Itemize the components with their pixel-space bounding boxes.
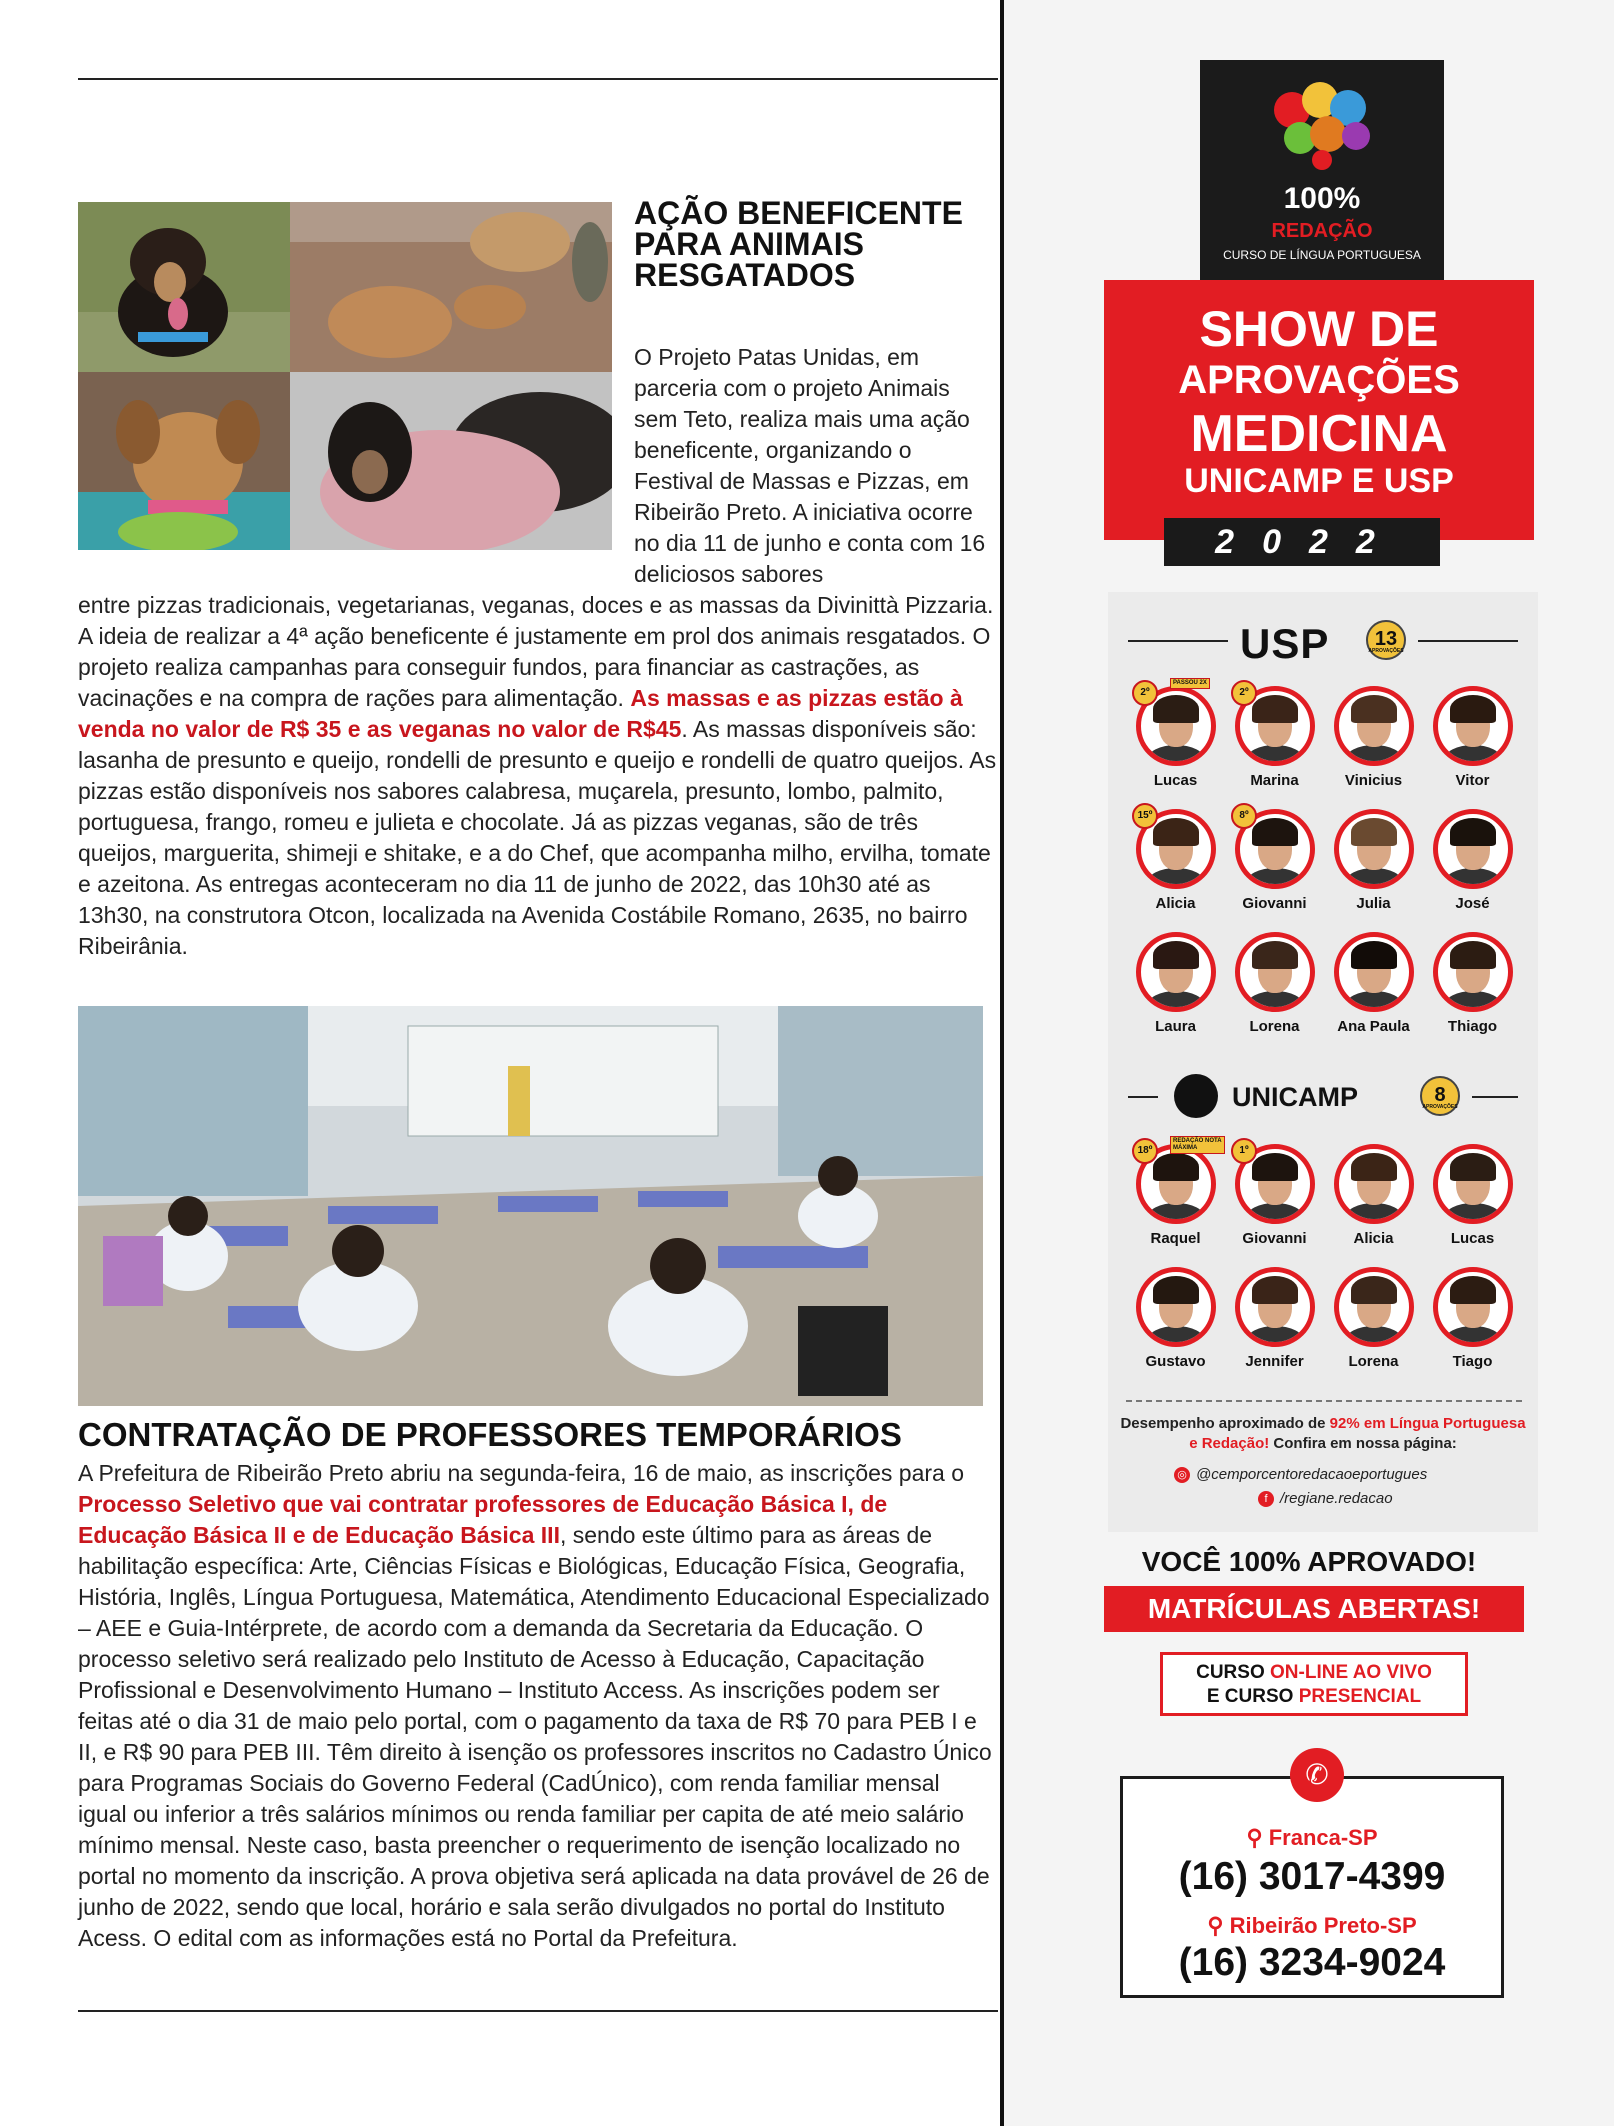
student-name: Gustavo [1145, 1353, 1206, 1370]
student-photo [1334, 932, 1414, 1012]
article-1-body-side: O Projeto Patas Unidas, em parceria com o projeto Animais sem Teto, realiza mais uma ação beneficente, organizando o Festival de Massas e Pizzas, em Ribeirão Preto. A iniciativa ocorre no dia 11 de junho e conta com 16 deliciosos sabores [634, 344, 986, 587]
student-name: Ana Paula [1337, 1018, 1410, 1035]
student-name: José [1455, 895, 1490, 912]
contact-box [1120, 1776, 1504, 1998]
phone-ribeirao[interactable]: (16) 3234-9024 [1178, 1941, 1446, 1984]
student-name: Tiago [1452, 1353, 1493, 1370]
student-name: Thiago [1447, 1018, 1498, 1035]
student-photo [1433, 1144, 1513, 1224]
approvals-panel [1108, 592, 1538, 1532]
student-name: Alicia [1353, 1230, 1394, 1247]
classroom-photo [78, 1006, 983, 1406]
phone-franca[interactable]: (16) 3017-4399 [1178, 1855, 1446, 1898]
approved-student [1126, 809, 1225, 932]
article-2-title: CONTRATAÇÃO DE PROFESSORES TEMPORÁRIOS [78, 1416, 902, 1453]
instagram-handle[interactable]: ◎ @cemporcentoredacaoeportugues [1174, 1466, 1514, 1483]
student-name: Marina [1250, 772, 1299, 789]
rank-badge: 2º [1132, 680, 1158, 706]
usp-approved-grid [1126, 680, 1522, 1055]
article-1-body-part1: entre pizzas tradicionais, vegetarianas, veganas, doces e as massas da Divinittà Pizzaria. A ideia de realizar a 4ª ação beneficente é justamente em prol dos animais resgatados. O projeto realiza campanhas para conseguir fundos, para financiar as castrações, as vacinações e na compra de rações para alimentação. [78, 592, 994, 711]
approved-student [1423, 932, 1522, 1055]
approved-student [1225, 1144, 1324, 1267]
approved-student [1423, 1267, 1522, 1390]
usp-label: USP [1240, 620, 1330, 667]
article-1-body-part2: . As massas disponíveis são: lasanha de presunto e queijo, rondelli de presunto e queijo e rondelli de quatro queijos. As pizzas estão disponíveis nos sabores calabresa, muçarela, presunto, lombo, palmito, portuguesa, frango, romeu e julieta e chocolate. Já as pizzas veganas, são de três queijos, marguerita, shimeji e shitake, e a do Chef, que acompanha milho, ervilha, tomate e azeitona. As entregas aconteceram no dia 11 de junho de 2022, das 10h30 até as 13h30, na construtora Otcon, localizada na Avenida Costábile Romano, 2635, no bairro Ribeirânia. [78, 716, 997, 959]
article-2-body-part2: , sendo este último para as áreas de habilitação específica: Arte, Ciências Físicas e Biológicas, Educação Física, Geografia, História, Inglês, Língua Portuguesa, Matemática, Atendimento Educacional Especializado – AEE e Guia-Intérprete, de acordo com a demanda da Secretaria da Educação. O processo seletivo será realizado pelo Instituto de Acesso à Educação, Capacitação Profissional e Desenvolvimento Humano – Instituto Access. As inscrições podem ser feitas até o dia 31 de maio pelo portal, com o pagamento da taxa de R$ 70 para PEB I e II, e R$ 90 para PEB III. Têm direito à isenção os professores inscritos no Cadastro Único para Programas Sociais do Governo Federal (CadÚnico), com renda familiar mensal igual ou inferior a três salários mínimos ou renda familiar per capita de até meio salário mínimo mensal. Neste caso, basta preencher o requerimento de isenção localizado no portal no momento da inscrição. A prova objetiva será aplicada na data provável de 26 de junho de 2022, sendo que local, horário e sala serão divulgados no portal do Instituto Acess. O edital com as informações está no Portal da Prefeitura. [78, 1522, 992, 1951]
approved-student [1126, 932, 1225, 1055]
student-name: Lorena [1249, 1018, 1300, 1035]
approved-student [1423, 1144, 1522, 1267]
rank-badge: 2º [1231, 680, 1257, 706]
rank-note: REDAÇÃO NOTA MÁXIMA [1170, 1136, 1225, 1154]
show-de-aprovacoes-banner [1104, 280, 1534, 540]
student-name: Lorena [1348, 1353, 1399, 1370]
approved-student [1324, 809, 1423, 932]
city-ribeirao: ⚲ Ribeirão Preto-SP [1207, 1913, 1417, 1938]
student-photo [1334, 1267, 1414, 1347]
student-name: Raquel [1150, 1230, 1201, 1247]
rank-badge: 1º [1231, 1138, 1257, 1164]
approved-student [1324, 1267, 1423, 1390]
show-line-3: MEDICINA [1190, 405, 1448, 463]
student-photo [1136, 1267, 1216, 1347]
student-photo [1433, 1267, 1513, 1347]
puppy-photo [78, 372, 290, 550]
logo-tagline: CURSO DE LÍNGUA PORTUGUESA [1223, 248, 1421, 262]
student-name: Laura [1155, 1018, 1196, 1035]
phone-icon: ✆ [1290, 1748, 1344, 1802]
bottom-rule [78, 2010, 998, 2012]
matriculas-abertas-banner: MATRÍCULAS ABERTAS! [1104, 1586, 1524, 1632]
student-photo [1235, 1267, 1315, 1347]
rank-badge: 15º [1132, 803, 1158, 829]
show-line-4: UNICAMP E USP [1184, 462, 1454, 500]
approved-student [1126, 680, 1225, 809]
approved-student [1324, 1144, 1423, 1267]
student-name: Vitor [1455, 772, 1490, 789]
approved-student [1225, 686, 1324, 809]
course-modes-box: CURSO ON-LINE AO VIVO E CURSO PRESENCIAL [1160, 1652, 1468, 1716]
approved-student [1324, 686, 1423, 809]
student-photo [1433, 809, 1513, 889]
approved-student [1324, 932, 1423, 1055]
article-2-body [78, 1458, 993, 1954]
student-name: Vinicius [1344, 772, 1403, 789]
student-name: Lucas [1450, 1230, 1495, 1247]
student-name: Giovanni [1242, 1230, 1307, 1247]
city-franca: ⚲ Franca-SP [1246, 1825, 1378, 1850]
student-photo [1334, 809, 1414, 889]
approved-student [1126, 1267, 1225, 1390]
brain-gears-icon [1200, 60, 1444, 184]
approved-student [1225, 809, 1324, 932]
logo-redacao: REDAÇÃO [1271, 220, 1373, 242]
student-photo [1136, 932, 1216, 1012]
approved-student [1225, 932, 1324, 1055]
student-photo [1334, 686, 1414, 766]
approved-student [1423, 809, 1522, 932]
article-2-highlight: Processo Seletivo que vai contratar professores de Educação Básica I, de Educação Básica II e de Educação Básica III [78, 1491, 888, 1548]
dashed-divider [1126, 1400, 1522, 1402]
article-2-body-part1: A Prefeitura de Ribeirão Preto abriu na segunda-feira, 16 de maio, as inscrições para o [78, 1460, 965, 1486]
student-name: Alicia [1155, 895, 1196, 912]
student-photo [1334, 1144, 1414, 1224]
facebook-icon: f [1258, 1491, 1274, 1507]
rank-badge: 8º [1231, 803, 1257, 829]
location-pin-icon: ⚲ [1207, 1913, 1230, 1938]
unicamp-count-badge: 8 APROVAÇÕES [1420, 1076, 1460, 1116]
student-photo [1235, 932, 1315, 1012]
dog-in-blanket-photo [290, 372, 612, 550]
performance-note: Desempenho aproximado de 92% em Língua Portuguesa e Redação! Confira em nossa página: [1120, 1415, 1526, 1452]
show-line-1: SHOW DE [1199, 301, 1439, 357]
unicamp-logo-icon [1174, 1074, 1218, 1118]
unicamp-approved-grid [1126, 1138, 1522, 1390]
animals-photo-collage [78, 202, 612, 550]
location-pin-icon: ⚲ [1246, 1825, 1269, 1850]
dog-photo-1 [78, 202, 290, 372]
student-name: Lucas [1153, 772, 1198, 789]
show-line-2: APROVAÇÕES [1178, 358, 1460, 402]
article-1-price-highlight: As massas e as pizzas estão à venda no valor de R$ 35 e as veganas no valor de R$45 [78, 685, 963, 742]
approved-student [1423, 686, 1522, 809]
logo-percent: 100% [1283, 182, 1361, 215]
unicamp-header [1108, 1066, 1538, 1126]
year-badge: 2022 [1164, 518, 1440, 566]
rank-badge: 18º [1132, 1138, 1158, 1164]
course-advertisement [1004, 0, 1614, 2126]
facebook-handle[interactable]: f /regiane.redacao [1258, 1490, 1598, 1507]
instagram-icon: ◎ [1174, 1467, 1190, 1483]
voce-aprovado-headline: VOCÊ 100% APROVADO! [1141, 1546, 1477, 1577]
student-photo [1433, 686, 1513, 766]
student-name: Jennifer [1245, 1353, 1304, 1370]
student-photo [1433, 932, 1513, 1012]
redacao-logo [1200, 60, 1444, 284]
usp-count-badge: 13 APROVAÇÕES [1366, 620, 1406, 660]
dog-photo-2 [290, 202, 612, 372]
article-1-body [78, 590, 998, 962]
approved-student [1126, 1138, 1225, 1267]
student-name: Giovanni [1242, 895, 1307, 912]
article-1-title: AÇÃO BENEFICENTE PARA ANIMAIS RESGATADOS [634, 195, 963, 293]
usp-header [1108, 610, 1538, 670]
top-rule [78, 78, 998, 80]
rank-note: PASSOU 2X [1170, 678, 1210, 689]
approved-student [1225, 1267, 1324, 1390]
student-name: Julia [1356, 895, 1391, 912]
unicamp-label: UNICAMP [1232, 1082, 1358, 1112]
